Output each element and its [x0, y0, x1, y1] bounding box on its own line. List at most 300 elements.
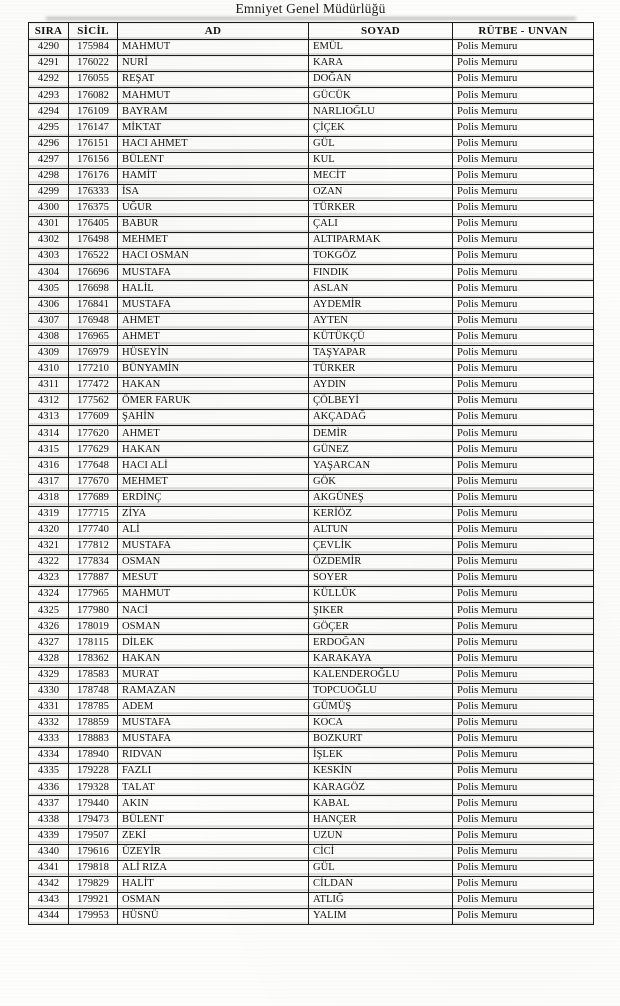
sira-cell: 4308 — [29, 329, 69, 345]
table-row — [29, 844, 594, 860]
table-row — [29, 329, 594, 345]
rutbe-cell: Polis Memuru — [453, 635, 594, 651]
soyad-cell: TÜRKER — [309, 361, 453, 377]
soyad-cell: MECİT — [309, 168, 453, 184]
rutbe-cell: Polis Memuru — [453, 410, 594, 426]
table-row — [29, 715, 594, 731]
sira-cell: 4343 — [29, 892, 69, 908]
sicil-cell: 177689 — [69, 490, 118, 506]
ad-cell: MAHMUT — [118, 88, 309, 104]
ad-cell: HAKAN — [118, 442, 309, 458]
table-row — [29, 732, 594, 748]
soyad-cell: GÜL — [309, 136, 453, 152]
rutbe-cell: Polis Memuru — [453, 506, 594, 522]
ad-cell: AKIN — [118, 796, 309, 812]
rutbe-cell: Polis Memuru — [453, 667, 594, 683]
sicil-cell: 176522 — [69, 249, 118, 265]
ad-cell: İSA — [118, 184, 309, 200]
table-row — [29, 812, 594, 828]
table-row — [29, 796, 594, 812]
soyad-cell: KUL — [309, 152, 453, 168]
soyad-cell: KERİÖZ — [309, 506, 453, 522]
rutbe-cell: Polis Memuru — [453, 715, 594, 731]
ad-cell: RAMAZAN — [118, 683, 309, 699]
table-row — [29, 168, 594, 184]
table-row — [29, 603, 594, 619]
ad-cell: BÜNYAMİN — [118, 361, 309, 377]
ad-cell: BAYRAM — [118, 104, 309, 120]
header-rutbe-unvan: RÜTBE - UNVAN — [453, 23, 594, 40]
soyad-cell: ÇALI — [309, 217, 453, 233]
ad-cell: TALAT — [118, 780, 309, 796]
sira-cell: 4314 — [29, 426, 69, 442]
rutbe-cell: Polis Memuru — [453, 265, 594, 281]
sicil-cell: 178859 — [69, 715, 118, 731]
rutbe-cell: Polis Memuru — [453, 442, 594, 458]
rutbe-cell: Polis Memuru — [453, 651, 594, 667]
table-row — [29, 88, 594, 104]
sicil-cell: 176498 — [69, 233, 118, 249]
table-row — [29, 120, 594, 136]
rutbe-cell: Polis Memuru — [453, 603, 594, 619]
table-row — [29, 265, 594, 281]
table-row — [29, 699, 594, 715]
soyad-cell: FINDIK — [309, 265, 453, 281]
ad-cell: HAMİT — [118, 168, 309, 184]
ad-cell: MURAT — [118, 667, 309, 683]
ad-cell: HAKAN — [118, 651, 309, 667]
sira-cell: 4309 — [29, 345, 69, 361]
soyad-cell: GÖK — [309, 474, 453, 490]
sicil-cell: 176698 — [69, 281, 118, 297]
ad-cell: ŞAHİN — [118, 410, 309, 426]
soyad-cell: ÇÖLBEYİ — [309, 394, 453, 410]
sicil-cell: 179953 — [69, 909, 118, 925]
soyad-cell: KÜLLÜK — [309, 587, 453, 603]
ad-cell: MAHMUT — [118, 40, 309, 56]
sira-cell: 4332 — [29, 715, 69, 731]
ad-cell: MUSTAFA — [118, 265, 309, 281]
sira-cell: 4300 — [29, 200, 69, 216]
soyad-cell: UZUN — [309, 828, 453, 844]
ad-cell: OSMAN — [118, 892, 309, 908]
sira-cell: 4303 — [29, 249, 69, 265]
sicil-cell: 178019 — [69, 619, 118, 635]
sicil-cell: 178748 — [69, 683, 118, 699]
ad-cell: HALİL — [118, 281, 309, 297]
sicil-cell: 176405 — [69, 217, 118, 233]
soyad-cell: KALENDEROĞLU — [309, 667, 453, 683]
table-row — [29, 860, 594, 876]
sicil-cell: 179507 — [69, 828, 118, 844]
table-row — [29, 281, 594, 297]
rutbe-cell: Polis Memuru — [453, 796, 594, 812]
ad-cell: HÜSNÜ — [118, 909, 309, 925]
sicil-cell: 177812 — [69, 538, 118, 554]
sicil-cell: 178115 — [69, 635, 118, 651]
sicil-cell: 176841 — [69, 297, 118, 313]
soyad-cell: KOCA — [309, 715, 453, 731]
ad-cell: AHMET — [118, 426, 309, 442]
rutbe-cell: Polis Memuru — [453, 587, 594, 603]
sira-cell: 4340 — [29, 844, 69, 860]
rutbe-cell: Polis Memuru — [453, 764, 594, 780]
sicil-cell: 176965 — [69, 329, 118, 345]
sicil-cell: 176156 — [69, 152, 118, 168]
rutbe-cell: Polis Memuru — [453, 876, 594, 892]
ad-cell: BABUR — [118, 217, 309, 233]
table-row — [29, 233, 594, 249]
sicil-cell: 176696 — [69, 265, 118, 281]
sira-cell: 4305 — [29, 281, 69, 297]
rutbe-cell: Polis Memuru — [453, 748, 594, 764]
sira-cell: 4322 — [29, 555, 69, 571]
table-row — [29, 152, 594, 168]
soyad-cell: NARLIOĞLU — [309, 104, 453, 120]
ad-cell: HACI OSMAN — [118, 249, 309, 265]
sira-cell: 4310 — [29, 361, 69, 377]
table-row — [29, 184, 594, 200]
sicil-cell: 178362 — [69, 651, 118, 667]
soyad-cell: GÜCÜK — [309, 88, 453, 104]
rutbe-cell: Polis Memuru — [453, 812, 594, 828]
soyad-cell: GÜNEZ — [309, 442, 453, 458]
soyad-cell: ALTIPARMAK — [309, 233, 453, 249]
sira-cell: 4331 — [29, 699, 69, 715]
rutbe-cell: Polis Memuru — [453, 377, 594, 393]
sicil-cell: 177965 — [69, 587, 118, 603]
soyad-cell: ASLAN — [309, 281, 453, 297]
ad-cell: ÜZEYİR — [118, 844, 309, 860]
rutbe-cell: Polis Memuru — [453, 538, 594, 554]
rutbe-cell: Polis Memuru — [453, 136, 594, 152]
table-row — [29, 522, 594, 538]
soyad-cell: GÜL — [309, 860, 453, 876]
ad-cell: FAZLI — [118, 764, 309, 780]
sira-cell: 4334 — [29, 748, 69, 764]
ad-cell: UĞUR — [118, 200, 309, 216]
sira-cell: 4326 — [29, 619, 69, 635]
rutbe-cell: Polis Memuru — [453, 522, 594, 538]
sira-cell: 4323 — [29, 571, 69, 587]
ad-cell: MESUT — [118, 571, 309, 587]
rutbe-cell: Polis Memuru — [453, 345, 594, 361]
soyad-cell: İŞLEK — [309, 748, 453, 764]
sira-cell: 4329 — [29, 667, 69, 683]
ad-cell: DİLEK — [118, 635, 309, 651]
ad-cell: MUSTAFA — [118, 732, 309, 748]
sicil-cell: 176109 — [69, 104, 118, 120]
table-row — [29, 217, 594, 233]
rutbe-cell: Polis Memuru — [453, 120, 594, 136]
soyad-cell: CİCİ — [309, 844, 453, 860]
sicil-cell: 177472 — [69, 377, 118, 393]
sira-cell: 4336 — [29, 780, 69, 796]
header-sira: SIRA — [29, 23, 69, 40]
rutbe-cell: Polis Memuru — [453, 490, 594, 506]
table-row — [29, 200, 594, 216]
table-row — [29, 249, 594, 265]
table-row — [29, 683, 594, 699]
ad-cell: ERDİNÇ — [118, 490, 309, 506]
sira-cell: 4338 — [29, 812, 69, 828]
rutbe-cell: Polis Memuru — [453, 458, 594, 474]
table-row — [29, 635, 594, 651]
soyad-cell: TAŞYAPAR — [309, 345, 453, 361]
ad-cell: AHMET — [118, 313, 309, 329]
scan-smudge-artifact — [46, 17, 576, 20]
soyad-cell: SOYER — [309, 571, 453, 587]
sira-cell: 4306 — [29, 297, 69, 313]
sicil-cell: 176055 — [69, 72, 118, 88]
rutbe-cell: Polis Memuru — [453, 88, 594, 104]
sira-cell: 4342 — [29, 876, 69, 892]
header-sicil: SİCİL — [69, 23, 118, 40]
rutbe-cell: Polis Memuru — [453, 474, 594, 490]
soyad-cell: AYDIN — [309, 377, 453, 393]
sicil-cell: 177562 — [69, 394, 118, 410]
soyad-cell: CİLDAN — [309, 876, 453, 892]
sira-cell: 4324 — [29, 587, 69, 603]
sicil-cell: 176082 — [69, 88, 118, 104]
rutbe-cell: Polis Memuru — [453, 72, 594, 88]
sicil-cell: 178583 — [69, 667, 118, 683]
sira-cell: 4296 — [29, 136, 69, 152]
sicil-cell: 178883 — [69, 732, 118, 748]
sicil-cell: 176375 — [69, 200, 118, 216]
ad-cell: MEHMET — [118, 474, 309, 490]
sira-cell: 4341 — [29, 860, 69, 876]
sicil-cell: 177648 — [69, 458, 118, 474]
table-row — [29, 56, 594, 72]
table-row — [29, 361, 594, 377]
ad-cell: ALİ — [118, 522, 309, 538]
soyad-cell: ALTUN — [309, 522, 453, 538]
rutbe-cell: Polis Memuru — [453, 909, 594, 925]
rutbe-cell: Polis Memuru — [453, 297, 594, 313]
table-row — [29, 474, 594, 490]
sicil-cell: 177887 — [69, 571, 118, 587]
rutbe-cell: Polis Memuru — [453, 892, 594, 908]
table-row — [29, 377, 594, 393]
table-row — [29, 297, 594, 313]
rutbe-cell: Polis Memuru — [453, 619, 594, 635]
sira-cell: 4321 — [29, 538, 69, 554]
sicil-cell: 179616 — [69, 844, 118, 860]
soyad-cell: AYDEMİR — [309, 297, 453, 313]
ad-cell: HACI ALİ — [118, 458, 309, 474]
sicil-cell: 175984 — [69, 40, 118, 56]
sira-cell: 4325 — [29, 603, 69, 619]
soyad-cell: ATLIĞ — [309, 892, 453, 908]
rutbe-cell: Polis Memuru — [453, 184, 594, 200]
table-row — [29, 571, 594, 587]
sicil-cell: 177210 — [69, 361, 118, 377]
sira-cell: 4312 — [29, 394, 69, 410]
table-row — [29, 313, 594, 329]
sicil-cell: 176147 — [69, 120, 118, 136]
ad-cell: NACİ — [118, 603, 309, 619]
header-ad: AD — [118, 23, 309, 40]
sira-cell: 4313 — [29, 410, 69, 426]
soyad-cell: KARAGÖZ — [309, 780, 453, 796]
table-row — [29, 780, 594, 796]
rutbe-cell: Polis Memuru — [453, 394, 594, 410]
sicil-cell: 179829 — [69, 876, 118, 892]
ad-cell: MAHMUT — [118, 587, 309, 603]
sira-cell: 4328 — [29, 651, 69, 667]
ad-cell: HALİT — [118, 876, 309, 892]
table-row — [29, 555, 594, 571]
ad-cell: HACI AHMET — [118, 136, 309, 152]
sira-cell: 4307 — [29, 313, 69, 329]
rutbe-cell: Polis Memuru — [453, 699, 594, 715]
table-row — [29, 764, 594, 780]
ad-cell: MUSTAFA — [118, 538, 309, 554]
soyad-cell: BOZKURT — [309, 732, 453, 748]
soyad-cell: DOĞAN — [309, 72, 453, 88]
rutbe-cell: Polis Memuru — [453, 217, 594, 233]
sira-cell: 4317 — [29, 474, 69, 490]
sira-cell: 4344 — [29, 909, 69, 925]
ad-cell: HAKAN — [118, 377, 309, 393]
personnel-table-body — [29, 40, 594, 925]
sira-cell: 4333 — [29, 732, 69, 748]
rutbe-cell: Polis Memuru — [453, 683, 594, 699]
table-row — [29, 394, 594, 410]
soyad-cell: ÇİÇEK — [309, 120, 453, 136]
rutbe-cell: Polis Memuru — [453, 40, 594, 56]
table-row — [29, 619, 594, 635]
soyad-cell: TOPCUOĞLU — [309, 683, 453, 699]
table-row — [29, 667, 594, 683]
table-row — [29, 40, 594, 56]
ad-cell: MUSTAFA — [118, 297, 309, 313]
rutbe-cell: Polis Memuru — [453, 313, 594, 329]
sicil-cell: 176948 — [69, 313, 118, 329]
sicil-cell: 179921 — [69, 892, 118, 908]
rutbe-cell: Polis Memuru — [453, 780, 594, 796]
soyad-cell: YAŞARCAN — [309, 458, 453, 474]
table-row — [29, 587, 594, 603]
sira-cell: 4337 — [29, 796, 69, 812]
sicil-cell: 176151 — [69, 136, 118, 152]
sicil-cell: 179440 — [69, 796, 118, 812]
ad-cell: REŞAT — [118, 72, 309, 88]
soyad-cell: ÇEVLİK — [309, 538, 453, 554]
soyad-cell: HANÇER — [309, 812, 453, 828]
rutbe-cell: Polis Memuru — [453, 281, 594, 297]
soyad-cell: ERDOĞAN — [309, 635, 453, 651]
sicil-cell: 177980 — [69, 603, 118, 619]
sira-cell: 4318 — [29, 490, 69, 506]
table-row — [29, 909, 594, 925]
ad-cell: RIDVAN — [118, 748, 309, 764]
soyad-cell: TOKGÖZ — [309, 249, 453, 265]
table-row — [29, 458, 594, 474]
ad-cell: ÖMER FARUK — [118, 394, 309, 410]
soyad-cell: AYTEN — [309, 313, 453, 329]
soyad-cell: DEMİR — [309, 426, 453, 442]
page-title: Emniyet Genel Müdürlüğü — [235, 1, 386, 16]
sira-cell: 4293 — [29, 88, 69, 104]
soyad-cell: TÜRKER — [309, 200, 453, 216]
soyad-cell: GÖÇER — [309, 619, 453, 635]
sicil-cell: 177740 — [69, 522, 118, 538]
rutbe-cell: Polis Memuru — [453, 249, 594, 265]
sira-cell: 4327 — [29, 635, 69, 651]
personnel-table — [28, 22, 594, 925]
sicil-cell: 177715 — [69, 506, 118, 522]
soyad-cell: KÜTÜKÇÜ — [309, 329, 453, 345]
soyad-cell: YALIM — [309, 909, 453, 925]
sicil-cell: 179228 — [69, 764, 118, 780]
rutbe-cell: Polis Memuru — [453, 828, 594, 844]
table-row — [29, 876, 594, 892]
sicil-cell: 178785 — [69, 699, 118, 715]
sicil-cell: 179328 — [69, 780, 118, 796]
rutbe-cell: Polis Memuru — [453, 426, 594, 442]
sicil-cell: 177670 — [69, 474, 118, 490]
sira-cell: 4292 — [29, 72, 69, 88]
ad-cell: MUSTAFA — [118, 715, 309, 731]
soyad-cell: KESKİN — [309, 764, 453, 780]
ad-cell: AHMET — [118, 329, 309, 345]
sira-cell: 4339 — [29, 828, 69, 844]
sicil-cell: 178940 — [69, 748, 118, 764]
sicil-cell: 176176 — [69, 168, 118, 184]
ad-cell: ZEKİ — [118, 828, 309, 844]
sicil-cell: 179473 — [69, 812, 118, 828]
soyad-cell: AKÇADAĞ — [309, 410, 453, 426]
soyad-cell: KARAKAYA — [309, 651, 453, 667]
ad-cell: BÜLENT — [118, 152, 309, 168]
soyad-cell: ŞIKER — [309, 603, 453, 619]
sira-cell: 4316 — [29, 458, 69, 474]
sira-cell: 4294 — [29, 104, 69, 120]
rutbe-cell: Polis Memuru — [453, 152, 594, 168]
sicil-cell: 177834 — [69, 555, 118, 571]
sira-cell: 4302 — [29, 233, 69, 249]
header-soyad: SOYAD — [309, 23, 453, 40]
sira-cell: 4297 — [29, 152, 69, 168]
ad-cell: NURİ — [118, 56, 309, 72]
soyad-cell: ÖZDEMİR — [309, 555, 453, 571]
table-row — [29, 651, 594, 667]
rutbe-cell: Polis Memuru — [453, 844, 594, 860]
sicil-cell: 177609 — [69, 410, 118, 426]
table-row — [29, 136, 594, 152]
table-row — [29, 426, 594, 442]
sira-cell: 4299 — [29, 184, 69, 200]
soyad-cell: EMÜL — [309, 40, 453, 56]
ad-cell: OSMAN — [118, 619, 309, 635]
soyad-cell: KABAL — [309, 796, 453, 812]
rutbe-cell: Polis Memuru — [453, 233, 594, 249]
sira-cell: 4330 — [29, 683, 69, 699]
rutbe-cell: Polis Memuru — [453, 361, 594, 377]
sira-cell: 4315 — [29, 442, 69, 458]
rutbe-cell: Polis Memuru — [453, 56, 594, 72]
sicil-cell: 176979 — [69, 345, 118, 361]
rutbe-cell: Polis Memuru — [453, 732, 594, 748]
table-row — [29, 538, 594, 554]
rutbe-cell: Polis Memuru — [453, 860, 594, 876]
rutbe-cell: Polis Memuru — [453, 168, 594, 184]
ad-cell: BÜLENT — [118, 812, 309, 828]
sicil-cell: 177620 — [69, 426, 118, 442]
rutbe-cell: Polis Memuru — [453, 571, 594, 587]
